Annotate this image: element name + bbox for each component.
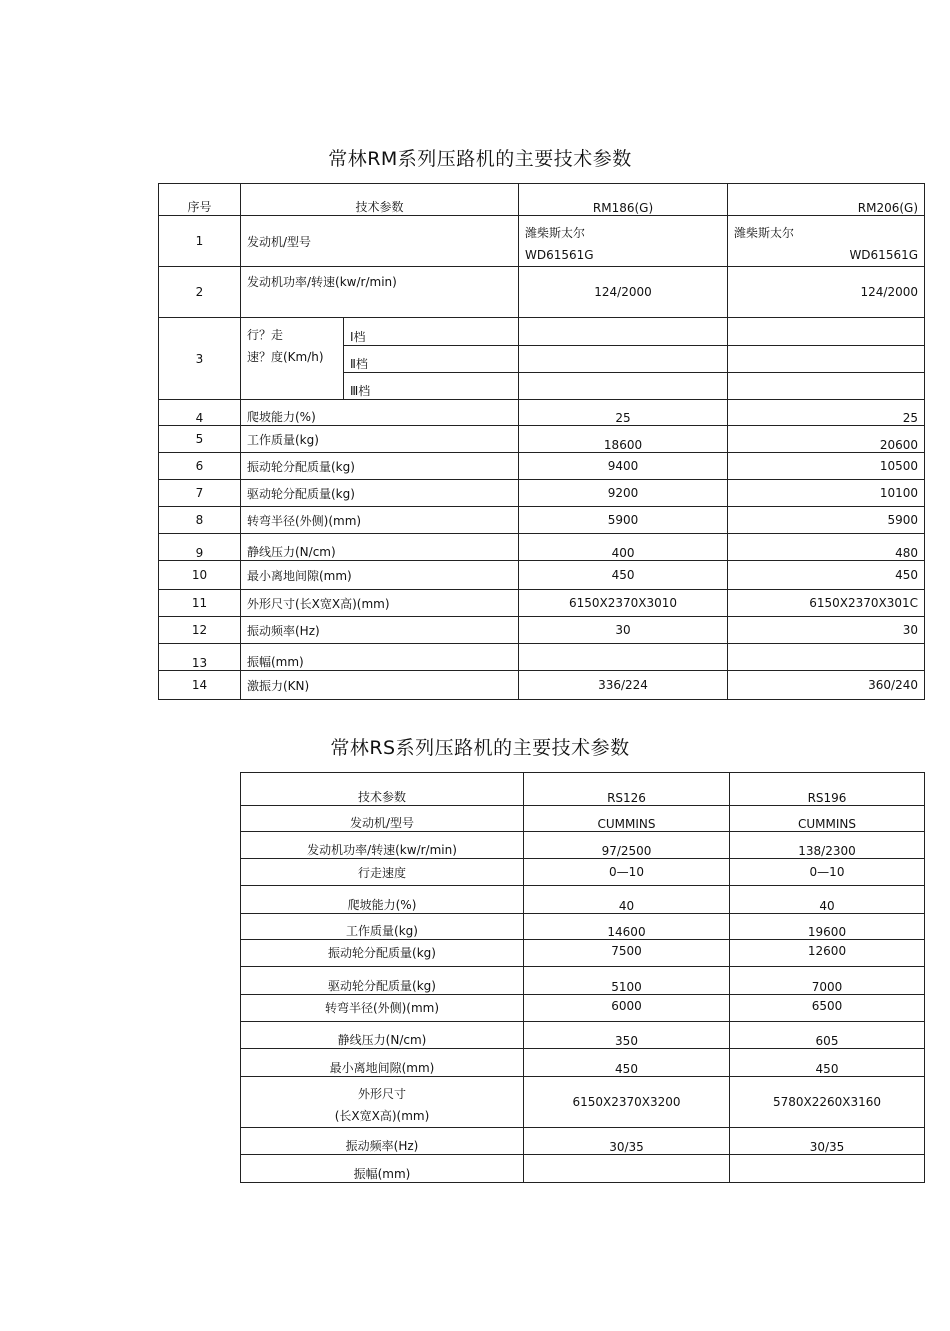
row-value-rs196: 450: [730, 1049, 925, 1077]
row-param: 工作质量(kg): [241, 426, 519, 453]
table-row: [159, 671, 925, 700]
row-param: 振动轮分配质量(kg): [241, 453, 519, 480]
row-param: 转弯半径(外侧)(mm): [241, 995, 524, 1022]
header-rs196: RS196: [730, 773, 925, 806]
row-param: 振动频率(Hz): [241, 617, 519, 644]
row-value-rs126: 6000: [524, 995, 730, 1022]
row-param: 发动机/型号: [241, 806, 524, 832]
row-param: 转弯半径(外侧)(mm): [241, 507, 519, 534]
row-param: 驱动轮分配质量(kg): [241, 967, 524, 995]
row-param: 最小离地间隙(mm): [241, 1049, 524, 1077]
row-param: [241, 318, 344, 400]
table-row: [159, 507, 925, 534]
engine-brand: 潍柴斯太尔: [525, 226, 586, 240]
row-no: 6: [159, 453, 241, 480]
gear-1-label: Ⅰ档: [344, 318, 519, 346]
row-value-rm206: 6150X2370X301C: [728, 590, 925, 617]
table-row: [159, 617, 925, 644]
row-no: 8: [159, 507, 241, 534]
table-row: [159, 426, 925, 453]
table-row: [159, 400, 925, 426]
row-value-rs196: 138/2300: [730, 832, 925, 859]
gear-3-value-rm186: [519, 373, 728, 400]
row-value-rs126: [524, 1155, 730, 1183]
table-row: [159, 561, 925, 590]
header-rs126: RS126: [524, 773, 730, 806]
gear-2-label: Ⅱ档: [344, 346, 519, 373]
row-value-rm206: 480: [728, 534, 925, 561]
rs-spec-table: [240, 772, 925, 1183]
row-param: 驱动轮分配质量(kg): [241, 480, 519, 507]
row-value-rs196: 0—10: [730, 859, 925, 886]
row-value-rm206: [728, 216, 925, 267]
table-row: [159, 534, 925, 561]
row-value-rm206: 10500: [728, 453, 925, 480]
table-row: [159, 216, 925, 267]
row-value-rs196: 19600: [730, 914, 925, 940]
row-value-rs196: 605: [730, 1022, 925, 1049]
table-row: [159, 480, 925, 507]
row-no: 7: [159, 480, 241, 507]
header-no: 序号: [159, 184, 241, 216]
row-param: 发动机功率/转速(kw/r/min): [241, 832, 524, 859]
row-no: 13: [159, 644, 241, 671]
row-param: 振幅(mm): [241, 644, 519, 671]
row-value-rs126: 0—10: [524, 859, 730, 886]
row-value-rm186: 9200: [519, 480, 728, 507]
row-param: 静线压力(N/cm): [241, 534, 519, 561]
row-value-rs126: 14600: [524, 914, 730, 940]
row-no: 9: [159, 534, 241, 561]
row-value-rs196: [730, 1155, 925, 1183]
row-param: 静线压力(N/cm): [241, 1022, 524, 1049]
row-param: 爬坡能力(%): [241, 886, 524, 914]
row-param: 发动机/型号: [241, 216, 519, 267]
row-value-rm186: 9400: [519, 453, 728, 480]
dimensions-label-line1: 外形尺寸: [357, 1087, 406, 1101]
row-param: 爬坡能力(%): [241, 400, 519, 426]
row-value-rs196: 12600: [730, 940, 925, 967]
table-header-row: [241, 773, 925, 806]
table-row: [241, 967, 925, 995]
table-row: [241, 1077, 925, 1128]
table-row: [159, 644, 925, 671]
row-value-rs196: 30/35: [730, 1128, 925, 1155]
row-param: 外形尺寸(长X宽X高)(mm): [241, 590, 519, 617]
rm-spec-table: [158, 183, 925, 700]
speed-label-line2: 速？度(Km/h): [247, 350, 324, 364]
row-no: 5: [159, 426, 241, 453]
row-no: 10: [159, 561, 241, 590]
gear-3-label: Ⅲ档: [344, 373, 519, 400]
table-row: [241, 940, 925, 967]
gear-1-value-rm206: [728, 318, 925, 346]
row-value-rm186: 5900: [519, 507, 728, 534]
table-row: [241, 832, 925, 859]
row-value-rm186: 336/224: [519, 671, 728, 700]
row-value-rs126: 97/2500: [524, 832, 730, 859]
row-no: 3: [159, 318, 241, 400]
gear-3-value-rm206: [728, 373, 925, 400]
table-header-row: [159, 184, 925, 216]
header-param: 技术参数: [241, 773, 524, 806]
row-value-rs196: 6500: [730, 995, 925, 1022]
row-value-rs196: 7000: [730, 967, 925, 995]
row-value-rs126: 6150X2370X3200: [524, 1077, 730, 1128]
row-value-rm206: 360/240: [728, 671, 925, 700]
row-value-rs126: 7500: [524, 940, 730, 967]
row-param: 振动轮分配质量(kg): [241, 940, 524, 967]
row-value-rm186: 25: [519, 400, 728, 426]
gear-2-value-rm206: [728, 346, 925, 373]
row-value-rs196: CUMMINS: [730, 806, 925, 832]
table-row: [241, 1022, 925, 1049]
table-row: [159, 590, 925, 617]
table-row: [241, 995, 925, 1022]
row-param: 发动机功率/转速(kw/r/min): [241, 267, 519, 318]
row-no: 2: [159, 267, 241, 318]
table-row: [241, 859, 925, 886]
row-value-rm206: 20600: [728, 426, 925, 453]
rs-table-title: 常林RS系列压路机的主要技术参数: [330, 737, 630, 759]
table-row: [159, 318, 925, 346]
row-value-rm206: 5900: [728, 507, 925, 534]
speed-label-line1: 行？走: [247, 328, 284, 342]
table-row: [241, 1155, 925, 1183]
row-value-rs126: CUMMINS: [524, 806, 730, 832]
row-param: 激振力(KN): [241, 671, 519, 700]
row-value-rm186: 6150X2370X3010: [519, 590, 728, 617]
engine-brand: 潍柴斯太尔: [734, 226, 795, 240]
table-row: [241, 1128, 925, 1155]
table-row: [241, 806, 925, 832]
row-value-rm186: 124/2000: [519, 267, 728, 318]
table-row: [159, 453, 925, 480]
row-no: 12: [159, 617, 241, 644]
table-row: [241, 886, 925, 914]
row-value-rs126: 30/35: [524, 1128, 730, 1155]
row-value-rm206: 450: [728, 561, 925, 590]
row-value-rs126: 5100: [524, 967, 730, 995]
row-value-rm206: [728, 644, 925, 671]
engine-model: WD61561G: [525, 248, 594, 262]
row-value-rs196: 40: [730, 886, 925, 914]
header-rm186: RM186(G): [519, 184, 728, 216]
row-value-rm206: 30: [728, 617, 925, 644]
row-value-rm206: 124/2000: [728, 267, 925, 318]
row-value-rm206: 25: [728, 400, 925, 426]
gear-1-value-rm186: [519, 318, 728, 346]
row-param: 振幅(mm): [241, 1155, 524, 1183]
row-param: 振动频率(Hz): [241, 1128, 524, 1155]
row-no: 4: [159, 400, 241, 426]
header-rm206: RM206(G): [728, 184, 925, 216]
rm-table-title: 常林RM系列压路机的主要技术参数: [328, 148, 632, 170]
row-value-rm186: 30: [519, 617, 728, 644]
table-row: [159, 267, 925, 318]
row-param: 最小离地间隙(mm): [241, 561, 519, 590]
row-no: 11: [159, 590, 241, 617]
gear-2-value-rm186: [519, 346, 728, 373]
header-param: 技术参数: [241, 184, 519, 216]
row-param: 工作质量(kg): [241, 914, 524, 940]
row-no: 1: [159, 216, 241, 267]
table-row: [241, 1049, 925, 1077]
row-value-rs196: 5780X2260X3160: [730, 1077, 925, 1128]
table-row: [241, 914, 925, 940]
row-no: 14: [159, 671, 241, 700]
row-value-rs126: 350: [524, 1022, 730, 1049]
engine-model: WD61561G: [849, 248, 919, 262]
row-value-rm206: 10100: [728, 480, 925, 507]
row-param: [241, 1077, 524, 1128]
row-value-rm186: 450: [519, 561, 728, 590]
row-value-rm186: [519, 216, 728, 267]
row-value-rm186: 18600: [519, 426, 728, 453]
row-value-rs126: 40: [524, 886, 730, 914]
dimensions-label-line2: (长X宽X高)(mm): [334, 1109, 430, 1123]
row-value-rm186: 400: [519, 534, 728, 561]
row-param: 行走速度: [241, 859, 524, 886]
row-value-rs126: 450: [524, 1049, 730, 1077]
row-value-rm186: [519, 644, 728, 671]
